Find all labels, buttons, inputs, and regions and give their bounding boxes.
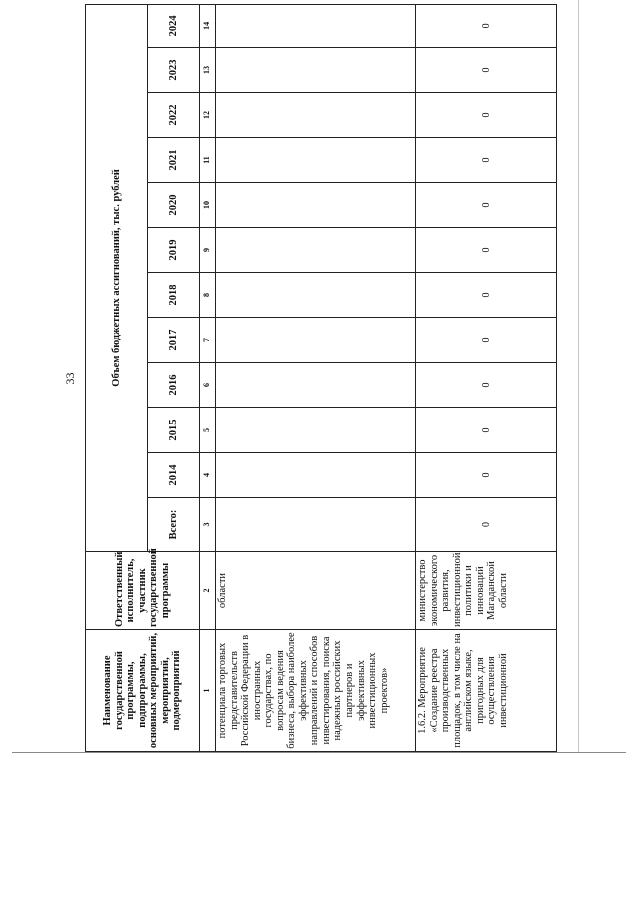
header-name-column: Наименование государственной программы, подпрограммы, основных мероприятий, мероприятий, подмероприятий bbox=[86, 630, 200, 752]
row-year-value: 0 bbox=[416, 453, 557, 498]
column-number: 13 bbox=[200, 48, 216, 93]
row-year-value: 0 bbox=[416, 138, 557, 183]
row-year-value: 0 bbox=[416, 363, 557, 408]
budget-table bbox=[85, 4, 557, 752]
column-number: 10 bbox=[200, 183, 216, 228]
row-year-value bbox=[216, 408, 416, 453]
row-year-value bbox=[216, 138, 416, 183]
row-executor-cell: области bbox=[216, 552, 416, 630]
column-number: 6 bbox=[200, 363, 216, 408]
row-year-value bbox=[216, 228, 416, 273]
column-number: 9 bbox=[200, 228, 216, 273]
column-number: 4 bbox=[200, 453, 216, 498]
row-year-value: 0 bbox=[416, 408, 557, 453]
row-year-value: 0 bbox=[416, 273, 557, 318]
column-number: 8 bbox=[200, 273, 216, 318]
row-year-value: 0 bbox=[416, 4, 557, 47]
header-year: 2023 bbox=[148, 48, 200, 93]
rotated-content bbox=[63, 5, 573, 752]
header-total: Всего: bbox=[148, 498, 200, 552]
row-year-value: 0 bbox=[416, 183, 557, 228]
column-number: 14 bbox=[200, 4, 216, 47]
header-executor-column: Ответственный исполнитель, участник государственной программы bbox=[86, 552, 200, 630]
row-year-value bbox=[216, 183, 416, 228]
row-year-value bbox=[216, 93, 416, 138]
column-number: 5 bbox=[200, 408, 216, 453]
column-number: 2 bbox=[200, 552, 216, 630]
column-number: 12 bbox=[200, 93, 216, 138]
header-year: 2019 bbox=[148, 228, 200, 273]
row-year-value bbox=[216, 4, 416, 47]
header-year: 2014 bbox=[148, 453, 200, 498]
row-year-value: 0 bbox=[416, 228, 557, 273]
page-edge-line bbox=[578, 0, 579, 752]
row-year-value: 0 bbox=[416, 93, 557, 138]
header-year: 2022 bbox=[148, 93, 200, 138]
row-name-cell: потенциала торговых представительств Российской Федерации в иностранных государствах, по вопросам ведения бизнеса, выбора наиболее эффективных направлений и способов инвестирования, поиска надежных российских партнеров и эффективных инвестиционных проектов» bbox=[216, 630, 416, 752]
header-year: 2024 bbox=[148, 4, 200, 47]
page-number: 33 bbox=[63, 372, 77, 385]
rotated-page-area bbox=[63, 5, 573, 752]
row-year-value bbox=[216, 318, 416, 363]
row-year-value bbox=[216, 273, 416, 318]
column-number: 7 bbox=[200, 318, 216, 363]
row-year-value: 0 bbox=[416, 48, 557, 93]
header-year: 2017 bbox=[148, 318, 200, 363]
row-year-value bbox=[216, 48, 416, 93]
header-budget-group: Объем бюджетных ассигнований, тыс. рублей bbox=[86, 4, 148, 551]
column-number: 11 bbox=[200, 138, 216, 183]
row-total-cell bbox=[216, 498, 416, 552]
row-year-value bbox=[216, 453, 416, 498]
header-year: 2020 bbox=[148, 183, 200, 228]
row-name-cell: 1.6.2. Мероприятие «Создание реестра производственных площадок, в том числе на английском языке, пригодных для осуществления инвестиционной bbox=[416, 630, 557, 752]
column-number: 1 bbox=[200, 630, 216, 752]
header-year: 2016 bbox=[148, 363, 200, 408]
column-number: 3 bbox=[200, 498, 216, 552]
header-year: 2018 bbox=[148, 273, 200, 318]
table-row bbox=[216, 4, 416, 751]
header-year: 2021 bbox=[148, 138, 200, 183]
row-year-value bbox=[216, 363, 416, 408]
header-year: 2015 bbox=[148, 408, 200, 453]
row-year-value: 0 bbox=[416, 318, 557, 363]
row-total-cell: 0 bbox=[416, 498, 557, 552]
page-bottom-line bbox=[12, 752, 626, 753]
table-row bbox=[416, 4, 557, 751]
row-executor-cell: министерство экономического развития, инвестиционной политики и инноваций Магаданской области bbox=[416, 552, 557, 630]
